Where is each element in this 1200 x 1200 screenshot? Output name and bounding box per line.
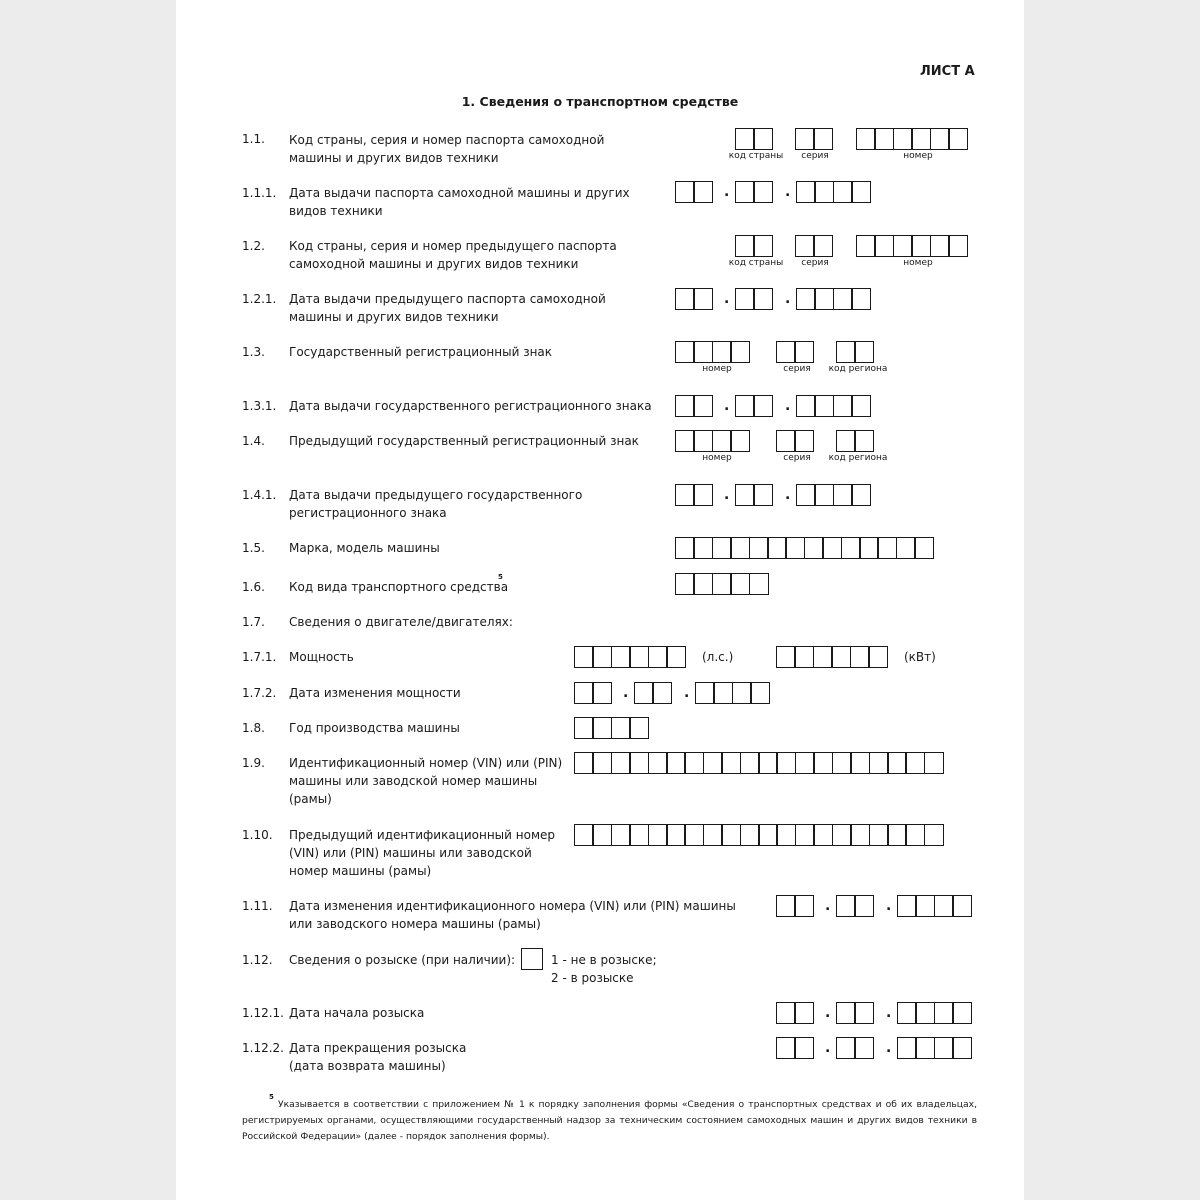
month-cells[interactable] (836, 1002, 874, 1024)
input-cell[interactable] (795, 824, 815, 846)
search-options: 1 - не в розыске; 2 - в розыске (551, 953, 657, 985)
item-number: 1.7. (242, 615, 265, 629)
year-cells[interactable] (695, 682, 770, 704)
day-cells[interactable] (776, 1002, 814, 1024)
date-dot: . (825, 1040, 831, 1056)
item-label: Сведения о двигателе/двигателях: (289, 615, 513, 629)
item-number: 1.1. (242, 132, 265, 146)
power-kw-cells[interactable] (776, 646, 888, 668)
item-number: 1.7.1. (242, 650, 277, 664)
input-cell[interactable] (850, 824, 870, 846)
input-cell[interactable] (794, 1002, 814, 1024)
input-cell[interactable] (822, 537, 842, 559)
input-cell[interactable] (574, 824, 594, 846)
input-cell[interactable] (721, 752, 741, 774)
input-cell[interactable] (721, 824, 741, 846)
input-cell[interactable] (814, 288, 834, 310)
caption-series: серия (801, 151, 829, 161)
input-cell[interactable] (814, 395, 834, 417)
input-cell[interactable] (832, 752, 852, 774)
day-cells[interactable] (574, 682, 612, 704)
input-cell[interactable] (850, 752, 870, 774)
input-cell[interactable] (833, 395, 853, 417)
input-cell[interactable] (592, 646, 612, 668)
input-cell[interactable] (753, 484, 773, 506)
item-label: Дата начала розыска (289, 1006, 425, 1020)
input-cell[interactable] (611, 717, 631, 739)
item-label: Дата выдачи паспорта самоходной машины и других видов техники (289, 186, 630, 218)
item-number: 1.10. (242, 828, 273, 842)
caption-number: номер (903, 151, 933, 161)
input-cell[interactable] (758, 752, 778, 774)
input-cell[interactable] (712, 537, 732, 559)
input-cell[interactable] (924, 824, 944, 846)
input-cell[interactable] (794, 341, 814, 363)
item-number: 1.8. (242, 721, 265, 735)
item-number: 1.12.1. (242, 1006, 284, 1020)
item-number: 1.3. (242, 345, 265, 359)
input-cell[interactable] (592, 682, 612, 704)
input-cell[interactable] (856, 128, 876, 150)
input-cell[interactable] (629, 646, 649, 668)
input-cell[interactable] (930, 128, 950, 150)
input-cell[interactable] (753, 181, 773, 203)
year-cells[interactable] (796, 395, 871, 417)
input-cell[interactable] (611, 646, 631, 668)
input-cell[interactable] (905, 752, 925, 774)
input-cell[interactable] (887, 752, 907, 774)
input-cell[interactable] (832, 824, 852, 846)
input-cell[interactable] (666, 752, 686, 774)
input-cell[interactable] (887, 824, 907, 846)
input-cell[interactable] (767, 537, 787, 559)
input-cell[interactable] (574, 717, 594, 739)
item-label: Марка, модель машины (289, 541, 440, 555)
item-number: 1.9. (242, 756, 265, 770)
input-cell[interactable] (730, 430, 750, 452)
vin-cells[interactable] (574, 752, 944, 774)
item-label: Сведения о розыске (при наличии): (289, 953, 516, 967)
input-cell[interactable] (833, 181, 853, 203)
item-number: 1.4. (242, 434, 265, 448)
power-hp-cells[interactable] (574, 646, 686, 668)
item-label: Дата изменения мощности (289, 686, 461, 700)
date-dot: . (785, 291, 791, 307)
input-cell[interactable] (776, 430, 796, 452)
input-cell[interactable] (854, 1037, 874, 1059)
item-number: 1.5. (242, 541, 265, 555)
caption-series: серия (783, 364, 811, 374)
input-cell[interactable] (796, 484, 816, 506)
input-cell[interactable] (776, 341, 796, 363)
plate-number-cells[interactable] (675, 430, 750, 452)
input-cell[interactable] (776, 1002, 796, 1024)
item-number: 1.7.2. (242, 686, 277, 700)
search-status-cell[interactable] (521, 948, 543, 970)
input-cell[interactable] (851, 484, 871, 506)
input-cell[interactable] (740, 824, 760, 846)
input-cell[interactable] (897, 1037, 917, 1059)
input-cell[interactable] (868, 646, 888, 668)
input-cell[interactable] (854, 895, 874, 917)
input-cell[interactable] (695, 682, 715, 704)
input-cell[interactable] (713, 682, 733, 704)
input-cell[interactable] (735, 288, 755, 310)
input-cell[interactable] (693, 484, 713, 506)
input-cell[interactable] (952, 895, 972, 917)
input-cell[interactable] (753, 288, 773, 310)
input-cell[interactable] (897, 895, 917, 917)
input-cell[interactable] (675, 573, 695, 595)
input-cell[interactable] (648, 646, 668, 668)
year-cells[interactable] (897, 1037, 972, 1059)
date-dot: . (724, 398, 730, 414)
input-cell[interactable] (851, 181, 871, 203)
unit-hp: (л.с.) (702, 650, 734, 664)
caption-region-code: код региона (828, 364, 888, 374)
vehicle-type-code-cells[interactable] (675, 573, 769, 595)
unit-kw: (кВт) (904, 650, 936, 664)
caption-series: серия (783, 453, 811, 463)
input-cell[interactable] (851, 288, 871, 310)
date-dot: . (886, 1040, 892, 1056)
input-cell[interactable] (804, 537, 824, 559)
month-cells[interactable] (836, 1037, 874, 1059)
input-cell[interactable] (693, 430, 713, 452)
input-cell[interactable] (693, 288, 713, 310)
footnote-text: Указывается в соответствии с приложением № 1 к порядку заполнения формы «Сведения о транспортных средствах и об их владельцах, регистрируемых органами, осуществляющими государственный надзор за техническим состоянием самоходных машин и других видов техники в Российской Федерации» (далее - порядок заполнения формы). (242, 1099, 977, 1142)
input-cell[interactable] (629, 752, 649, 774)
date-dot: . (724, 184, 730, 200)
plate-number-cells[interactable] (675, 341, 750, 363)
input-cell[interactable] (930, 235, 950, 257)
caption-country-code: код страны (728, 151, 784, 161)
input-cell[interactable] (934, 895, 954, 917)
year-cells[interactable] (796, 288, 871, 310)
input-cell[interactable] (648, 824, 668, 846)
item-number: 1.6. (242, 580, 265, 594)
input-cell[interactable] (795, 235, 815, 257)
input-cell[interactable] (776, 895, 796, 917)
input-cell[interactable] (934, 1002, 954, 1024)
sheet-label: ЛИСТ А (920, 64, 975, 79)
input-cell[interactable] (914, 537, 934, 559)
input-cell[interactable] (629, 717, 649, 739)
input-cell[interactable] (574, 682, 594, 704)
input-cell[interactable] (833, 288, 853, 310)
input-cell[interactable] (611, 824, 631, 846)
input-cell[interactable] (874, 235, 894, 257)
input-cell[interactable] (854, 1002, 874, 1024)
input-cell[interactable] (813, 752, 833, 774)
input-cell[interactable] (675, 484, 695, 506)
input-cell[interactable] (795, 752, 815, 774)
previous-vin-cells[interactable] (574, 824, 944, 846)
input-cell[interactable] (712, 573, 732, 595)
input-cell[interactable] (836, 895, 856, 917)
input-cell[interactable] (952, 1002, 972, 1024)
input-cell[interactable] (749, 537, 769, 559)
caption-series: серия (801, 258, 829, 268)
input-cell[interactable] (753, 128, 773, 150)
day-cells[interactable] (675, 395, 713, 417)
day-cells[interactable] (675, 181, 713, 203)
input-cell[interactable] (776, 824, 796, 846)
input-cell[interactable] (776, 752, 796, 774)
date-dot: . (785, 487, 791, 503)
input-cell[interactable] (740, 752, 760, 774)
input-cell[interactable] (905, 824, 925, 846)
input-cell[interactable] (666, 824, 686, 846)
date-dot: . (623, 685, 629, 701)
input-cell[interactable] (592, 717, 612, 739)
input-cell[interactable] (854, 341, 874, 363)
input-cell[interactable] (785, 537, 805, 559)
caption-number: номер (702, 364, 732, 374)
year-cells[interactable] (897, 895, 972, 917)
input-cell[interactable] (911, 235, 931, 257)
input-cell[interactable] (948, 128, 968, 150)
year-cells[interactable] (897, 1002, 972, 1024)
input-cell[interactable] (648, 752, 668, 774)
make-model-cells[interactable] (675, 537, 934, 559)
input-cell[interactable] (750, 682, 770, 704)
day-cells[interactable] (776, 1037, 814, 1059)
input-cell[interactable] (629, 824, 649, 846)
section-title: 1. Сведения о транспортном средстве (461, 94, 739, 109)
month-cells[interactable] (735, 395, 773, 417)
input-cell[interactable] (893, 128, 913, 150)
input-cell[interactable] (666, 646, 686, 668)
item-number: 1.11. (242, 899, 273, 913)
input-cell[interactable] (915, 1037, 935, 1059)
input-cell[interactable] (735, 235, 755, 257)
date-dot: . (825, 1005, 831, 1021)
item-number: 1.2. (242, 239, 265, 253)
input-cell[interactable] (730, 341, 750, 363)
input-cell[interactable] (841, 537, 861, 559)
input-cell[interactable] (675, 395, 695, 417)
caption-number: номер (903, 258, 933, 268)
month-cells[interactable] (735, 288, 773, 310)
input-cell[interactable] (850, 646, 870, 668)
input-cell[interactable] (675, 288, 695, 310)
input-cell[interactable] (948, 235, 968, 257)
item-label: Год производства машины (289, 721, 460, 735)
item-label: Дата выдачи государственного регистрационного знака (289, 399, 652, 413)
input-cell[interactable] (813, 824, 833, 846)
input-cell[interactable] (794, 1037, 814, 1059)
input-cell[interactable] (753, 395, 773, 417)
form-page (176, 0, 1024, 1200)
item-label: Идентификационный номер (VIN) или (PIN) машины или заводской номер машины (рамы) (289, 756, 563, 806)
year-cells[interactable] (796, 484, 871, 506)
input-cell[interactable] (703, 752, 723, 774)
input-cell[interactable] (735, 395, 755, 417)
input-cell[interactable] (712, 430, 732, 452)
item-label: Государственный регистрационный знак (289, 345, 553, 359)
input-cell[interactable] (911, 128, 931, 150)
date-dot: . (886, 898, 892, 914)
caption-region-code: код региона (828, 453, 888, 463)
region-code-cells[interactable] (836, 341, 874, 363)
date-dot: . (785, 184, 791, 200)
input-cell[interactable] (836, 1037, 856, 1059)
day-cells[interactable] (675, 484, 713, 506)
input-cell[interactable] (897, 1002, 917, 1024)
month-cells[interactable] (735, 181, 773, 203)
input-cell[interactable] (796, 395, 816, 417)
item-label: Мощность (289, 650, 354, 664)
input-cell[interactable] (813, 128, 833, 150)
item-label: Предыдущий идентификационный номер (VIN) или (PIN) машины или заводской номер машины (рамы) (289, 828, 556, 878)
item-label: Предыдущий государственный регистрационный знак (289, 434, 639, 448)
input-cell[interactable] (574, 646, 594, 668)
footnote-ref: 5 (498, 573, 503, 581)
date-dot: . (886, 1005, 892, 1021)
item-number: 1.2.1. (242, 292, 277, 306)
input-cell[interactable] (796, 181, 816, 203)
input-cell[interactable] (693, 341, 713, 363)
input-cell[interactable] (730, 573, 750, 595)
input-cell[interactable] (776, 646, 796, 668)
input-cell[interactable] (684, 824, 704, 846)
input-cell[interactable] (856, 235, 876, 257)
input-cell[interactable] (735, 484, 755, 506)
item-label: Дата выдачи предыдущего государственного регистрационного знака (289, 488, 583, 520)
country-code-cells[interactable] (735, 128, 773, 150)
input-cell[interactable] (896, 537, 916, 559)
date-dot: . (724, 487, 730, 503)
input-cell[interactable] (795, 128, 815, 150)
input-cell[interactable] (814, 484, 834, 506)
input-cell[interactable] (776, 1037, 796, 1059)
input-cell[interactable] (592, 824, 612, 846)
item-number: 1.1.1. (242, 186, 277, 200)
caption-number: номер (702, 453, 732, 463)
input-cell[interactable] (652, 682, 672, 704)
item-label: Код страны, серия и номер предыдущего паспорта самоходной машины и других видов техники (289, 239, 617, 271)
day-cells[interactable] (776, 895, 814, 917)
input-cell[interactable] (794, 646, 814, 668)
input-cell[interactable] (592, 752, 612, 774)
input-cell[interactable] (877, 537, 897, 559)
item-label: Дата изменения идентификационного номера (VIN) или (PIN) машины или заводского номера машины (рамы) (289, 899, 736, 931)
input-cell[interactable] (693, 181, 713, 203)
year-cells[interactable] (796, 181, 871, 203)
input-cell[interactable] (749, 573, 769, 595)
input-cell[interactable] (796, 288, 816, 310)
input-cell[interactable] (730, 537, 750, 559)
input-cell[interactable] (684, 752, 704, 774)
input-cell[interactable] (915, 1002, 935, 1024)
plate-series-cells[interactable] (776, 341, 814, 363)
number-cells[interactable] (856, 128, 968, 150)
date-dot: . (785, 398, 791, 414)
month-cells[interactable] (735, 484, 773, 506)
date-dot: . (684, 685, 690, 701)
date-dot: . (724, 291, 730, 307)
input-cell[interactable] (854, 430, 874, 452)
input-cell[interactable] (813, 646, 833, 668)
month-cells[interactable] (634, 682, 672, 704)
item-number: 1.3.1. (242, 399, 277, 413)
input-cell[interactable] (732, 682, 752, 704)
input-cell[interactable] (915, 895, 935, 917)
item-label: Код вида транспортного средства (289, 580, 509, 594)
production-year-cells[interactable] (574, 717, 649, 739)
input-cell[interactable] (794, 895, 814, 917)
input-cell[interactable] (693, 573, 713, 595)
input-cell[interactable] (693, 395, 713, 417)
input-cell[interactable] (675, 537, 695, 559)
series-cells[interactable] (795, 128, 833, 150)
input-cell[interactable] (735, 128, 755, 150)
series-cells[interactable] (795, 235, 833, 257)
input-cell[interactable] (893, 235, 913, 257)
input-cell[interactable] (924, 752, 944, 774)
input-cell[interactable] (836, 430, 856, 452)
input-cell[interactable] (814, 181, 834, 203)
input-cell[interactable] (634, 682, 654, 704)
item-number: 1.12.2. (242, 1041, 284, 1055)
input-cell[interactable] (758, 824, 778, 846)
item-label: Дата прекращения розыска (дата возврата машины) (289, 1041, 467, 1073)
input-cell[interactable] (952, 1037, 972, 1059)
month-cells[interactable] (836, 895, 874, 917)
region-code-cells[interactable] (836, 430, 874, 452)
input-cell[interactable] (851, 395, 871, 417)
item-number: 1.12. (242, 953, 273, 967)
country-code-cells[interactable] (735, 235, 773, 257)
input-cell[interactable] (836, 341, 856, 363)
input-cell[interactable] (675, 430, 695, 452)
input-cell[interactable] (675, 341, 695, 363)
caption-country-code: код страны (728, 258, 784, 268)
input-cell[interactable] (833, 484, 853, 506)
input-cell[interactable] (693, 537, 713, 559)
day-cells[interactable] (675, 288, 713, 310)
input-cell[interactable] (794, 430, 814, 452)
input-cell[interactable] (611, 752, 631, 774)
item-number: 1.4.1. (242, 488, 277, 502)
input-cell[interactable] (712, 341, 732, 363)
input-cell[interactable] (675, 181, 695, 203)
input-cell[interactable] (735, 181, 755, 203)
input-cell[interactable] (703, 824, 723, 846)
input-cell[interactable] (934, 1037, 954, 1059)
input-cell[interactable] (831, 646, 851, 668)
input-cell[interactable] (874, 128, 894, 150)
plate-series-cells[interactable] (776, 430, 814, 452)
input-cell[interactable] (813, 235, 833, 257)
input-cell[interactable] (836, 1002, 856, 1024)
date-dot: . (825, 898, 831, 914)
item-label: Код страны, серия и номер паспорта самоходной машины и других видов техники (289, 133, 605, 165)
input-cell[interactable] (869, 752, 889, 774)
footnote-mark: 5 (269, 1093, 274, 1101)
input-cell[interactable] (753, 235, 773, 257)
input-cell[interactable] (869, 824, 889, 846)
number-cells[interactable] (856, 235, 968, 257)
item-label: Дата выдачи предыдущего паспорта самоходной машины и других видов техники (289, 292, 606, 324)
input-cell[interactable] (574, 752, 594, 774)
input-cell[interactable] (859, 537, 879, 559)
